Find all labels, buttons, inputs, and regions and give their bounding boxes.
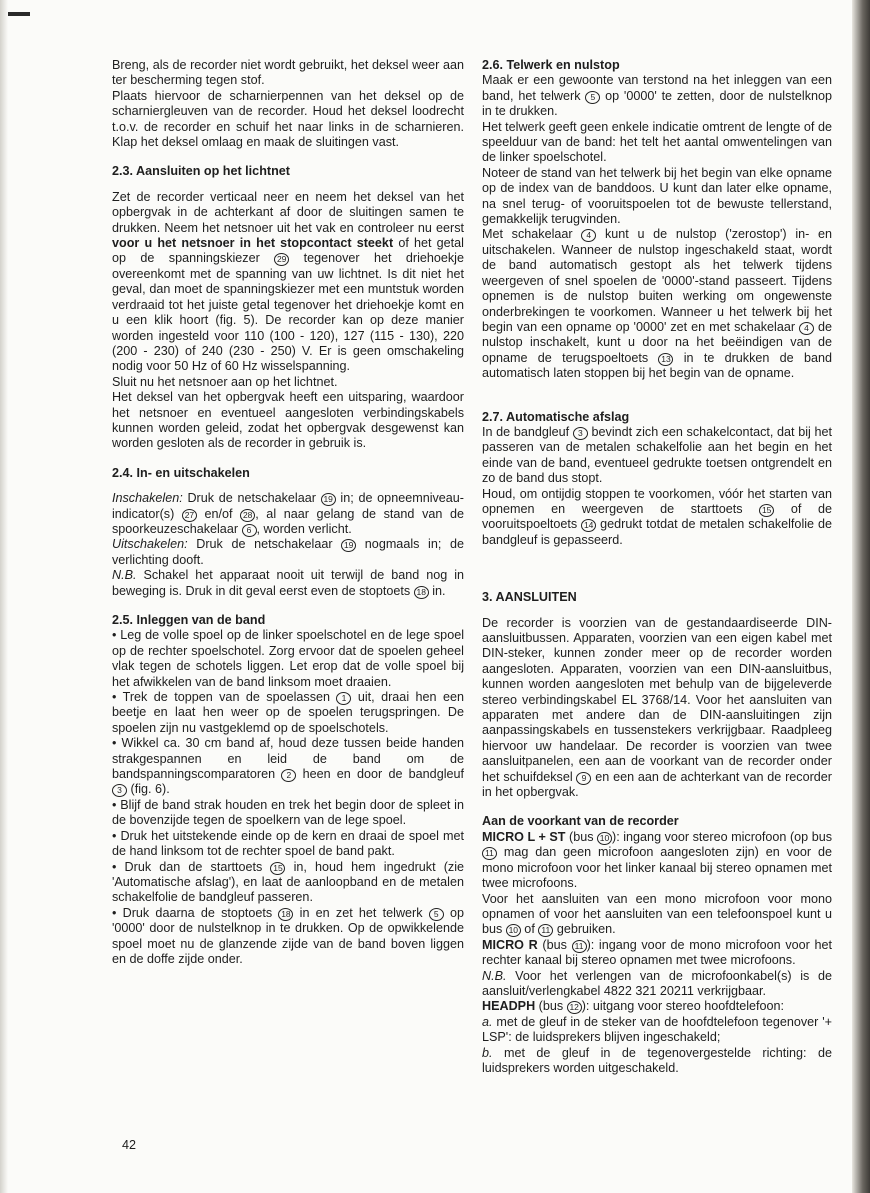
body-paragraph: Noteer de stand van het telwerk bij het begin van elke opname op de index van de banddoos. U kunt dan later elke opname, na snel terug- of vooruitspoelen tot de bewuste tellerstand, gemakkelijk terugvinden. xyxy=(482,165,832,227)
callout-ref: 12 xyxy=(567,1001,582,1014)
body-paragraph: MICRO R (bus 11 ): ingang voor de mono microfoon voor het rechter kanaal bij stereo opnamen met twee microfoons. xyxy=(482,937,832,968)
callout-ref: 5 xyxy=(585,91,600,104)
body-paragraph: Inschakelen: Druk de netschakelaar 19 in; de opneemniveau-indicator(s) 27 en/of 28 , al naar gelang de stand van de spoorkeuzeschakelaar 6 , worden verlicht. xyxy=(112,491,464,536)
callout-ref: 19 xyxy=(341,539,356,552)
callout-ref: 15 xyxy=(759,504,774,517)
body-paragraph: MICRO L + ST (bus 10 ): ingang voor stereo microfoon (op bus 11 mag dan geen microfoon aangesloten zijn) en voor de mono microfoon voor het linker kanaal bij stereo opnamen met twee microfoons. xyxy=(482,829,832,891)
body-paragraph: Maak er een gewoonte van terstond na het inleggen van een band, het telwerk 5 op '0000' te zetten, door de nulstelknop in te drukken. xyxy=(482,73,833,119)
body-paragraph: Houd, om ontijdig stoppen te voorkomen, vóór het starten van opnemen en weergeven de starttoets 15 of de vooruitspoeltoets 14 gedrukt totdat de metalen schakelfolie de bandgleuf is gepasseerd. xyxy=(482,486,832,547)
callout-ref: 11 xyxy=(572,940,587,953)
left-column xyxy=(112,58,464,967)
section-heading-2-6: 2.6. Telwerk en nulstop xyxy=(482,58,620,72)
callout-ref: 18 xyxy=(278,908,293,921)
page-left-edge xyxy=(0,0,8,1193)
callout-ref: 11 xyxy=(538,924,553,937)
section-heading-2-3: 2.3. Aansluiten op het lichtnet xyxy=(112,164,290,179)
edge-mark xyxy=(8,12,30,16)
callout-ref: 19 xyxy=(321,493,336,506)
body-paragraph: In de bandgleuf 3 bevindt zich een schakelcontact, dat bij het passeren van de metalen schakelfolie aan het begin en het einde van de band, eventueel gedrukte toetsen ontgrendelt en zo de band dus stopt. xyxy=(482,424,832,486)
callout-ref: 10 xyxy=(506,924,521,937)
body-paragraph: Sluit nu het netsnoer aan op het lichtnet. xyxy=(112,374,338,389)
callout-ref: 2 xyxy=(281,769,296,782)
callout-ref: 11 xyxy=(482,847,497,860)
bullet-item: • Wikkel ca. 30 cm band af, houd deze tussen beide handen strakgespannen en leid de band om de bandspanningscomparatoren 2 heen en door de bandgleuf 3 (fig. 6). xyxy=(112,736,464,797)
bullet-item: • Trek de toppen van de spoelassen 1 uit, draai hen een beetje en laat hen weer op de spoelen terugspringen. De spoelen zijn nu vastgeklemd op de spoelschotels. xyxy=(112,690,464,735)
callout-ref: 5 xyxy=(429,908,444,921)
bullet-item: • Druk daarna de stoptoets 18 in en zet het telwerk 5 op '0000' door de nulstelknop in te drukken. Op de opwikkelende spoel moet nu de glanzende zijde van de band boven liggen en de doffe zijde onder. xyxy=(112,905,464,966)
section-heading-2-7: 2.7. Automatische afslag xyxy=(482,409,630,424)
callout-ref: 13 xyxy=(658,353,673,366)
callout-ref: 4 xyxy=(799,322,814,335)
intro-paragraph: Plaats hiervoor de scharnierpennen van het deksel op de scharniergleuven van de recorder. Houd het deksel loodrecht t.o.v. de recorder en schuif het naar links in de scharnieren. Klap het deksel omlaag en maak de sluitingen vast. xyxy=(112,88,464,150)
callout-ref: 1 xyxy=(336,692,351,705)
bullet-item: • Druk het uitstekende einde op de kern en draai de spoel met de hand linksom tot de rechter spoel de band pakt. xyxy=(112,828,464,859)
callout-ref: 3 xyxy=(573,427,588,440)
callout-ref: 15 xyxy=(270,862,285,875)
callout-ref: 10 xyxy=(597,832,612,845)
page-number: 42 xyxy=(122,1138,137,1152)
callout-ref: 27 xyxy=(182,509,197,522)
body-paragraph: Met schakelaar 4 kunt u de nulstop ('zerostop') in- en uitschakelen. Wanneer de nulstop ingeschakeld staat, wordt de band automatisch gestopt als het telwerk tijdens weergeven of snel spoelen de '0000'-stand passeert. Tijdens opnemen is de nulstop buiten werking om ongewenste onderbrekingen te voorkomen. Wanneer u het telwerk bij het begin van een opname op '0000' zet en met schakelaar 4 de nulstop inschakelt, kunt u door na het beëindigen van de opname de terugspoeltoets 13 in te drukken de band automatisch laten stoppen bij het begin van de opname. xyxy=(482,227,833,381)
section-heading-3: 3. AANSLUITEN xyxy=(482,590,577,605)
callout-ref: 14 xyxy=(581,519,596,532)
list-item: b. met de gleuf in de tegenovergestelde richting: de luidsprekers worden uitgeschakeld. xyxy=(482,1045,832,1075)
section-heading-2-4: 2.4. In- en uitschakelen xyxy=(112,465,250,480)
section-heading-2-5: 2.5. Inleggen van de band xyxy=(112,613,266,627)
body-paragraph: Uitschakelen: Druk de netschakelaar 19 nogmaals in; de verlichting dooft. xyxy=(112,537,464,567)
bullet-item: • Blijf de band strak houden en trek het begin door de spleet in de bovenzijde tegen de spoelkern van de lege spoel. xyxy=(112,797,464,828)
note-paragraph: N.B. Schakel het apparaat nooit uit terwijl de band nog in beweging is. Druk in dit geval eerst even de stoptoets 18 in. xyxy=(112,568,464,598)
callout-ref: 9 xyxy=(576,772,591,785)
callout-ref: 29 xyxy=(274,253,289,266)
callout-ref: 18 xyxy=(414,586,429,599)
bullet-item: • Druk dan de starttoets 15 in, houd hem ingedrukt (zie 'Automatische afslag'), en laat de aanloopband en de metalen schakelfolie de bandgleuf passeren. xyxy=(112,859,464,905)
callout-ref: 28 xyxy=(240,509,255,522)
subsection-heading-front: Aan de voorkant van de recorder xyxy=(482,814,679,829)
body-paragraph: Zet de recorder verticaal neer en neem het deksel van het opbergvak in de achterkant af door de sluitingen samen te drukken. Neem het netsnoer uit het vak en controleer nu eerst voor u het netsnoer in het stopcontact steekt of het getal op de spanningskiezer 29 tegenover het driehoekje overeenkomt met de spanning van uw lichtnet. Is dit niet het geval, dan moet de spanningskiezer met een muntstuk worden verdraaid tot het juiste getal tegenover het driehoekje komt en u een klik hoort (fig. 5). De recorder kan op deze manier worden ingesteld voor 110 (100 - 120), 127 (115 - 130), 220 (200 - 230) of 240 (230 - 250) V. Er is geen omschakeling nodig voor 50 Hz of 60 Hz wisselspanning. xyxy=(112,189,464,374)
callout-ref: 3 xyxy=(112,784,127,797)
body-paragraph: HEADPH (bus 12 ): uitgang voor stereo hoofdtelefoon: xyxy=(482,999,785,1014)
callout-ref: 6 xyxy=(242,524,257,537)
body-paragraph: Het telwerk geeft geen enkele indicatie omtrent de lengte of de speelduur van de band: het telt het aantal omwentelingen van de linker spoelschotel. xyxy=(482,119,832,165)
binding-spine xyxy=(852,0,870,1193)
intro-paragraph: Breng, als de recorder niet wordt gebruikt, het deksel weer aan ter bescherming tegen stof. xyxy=(112,58,464,88)
right-column xyxy=(482,58,832,1076)
note-paragraph: N.B. Voor het verlengen van de microfoonkabel(s) is de aansluit/verlengkabel 4822 321 20211 verkrijgbaar. xyxy=(482,968,832,998)
body-paragraph: De recorder is voorzien van de gestandaardiseerde DIN-aansluitbussen. Apparaten, voorzien van een eigen kabel met DIN-steker, kunnen zonder meer op de recorder worden aangesloten. Apparaten, voorzien van een DIN-aansluitbus, kunnen worden aangesloten met behulp van de bijgeleverde stereo verbindingskabel EL 3768/14. Voor het aansluiten van apparaten met andere dan de DIN-aansluitingen zijn aanpassingskabels en tussenstekers verkrijgbaar. Raadpleeg hiervoor uw handelaar. De recorder is voorzien van twee aansluitpanelen, een aan de voorkant van de recorder onder het schuifdeksel 9 en een aan de achterkant van de recorder in het opbergvak. xyxy=(482,615,832,800)
body-paragraph: Voor het aansluiten van een mono microfoon voor mono opnamen of voor het aansluiten van een telefoonspoel kunt u bus 10 of 11 gebruiken. xyxy=(482,891,832,937)
callout-ref: 4 xyxy=(581,229,596,242)
body-paragraph: Het deksel van het opbergvak heeft een uitsparing, waardoor het netsnoer en eventueel aangesloten verbindingskabels kunnen worden geleid, zodat het opbergvak desgewenst kan worden gesloten als de recorder in gebruik is. xyxy=(112,390,464,451)
bullet-item: • Leg de volle spoel op de linker spoelschotel en de lege spoel op de rechter spoelschotel. Zorg ervoor dat de spoelen geheel vlak tegen de schotels liggen. Let erop dat de volle spoel bij het afwikkelen van de band linksom moet draaien. xyxy=(112,628,464,689)
list-item: a. met de gleuf in de steker van de hoofdtelefoon tegenover '+ LSP': de luidsprekers blijven ingeschakeld; xyxy=(482,1014,832,1045)
